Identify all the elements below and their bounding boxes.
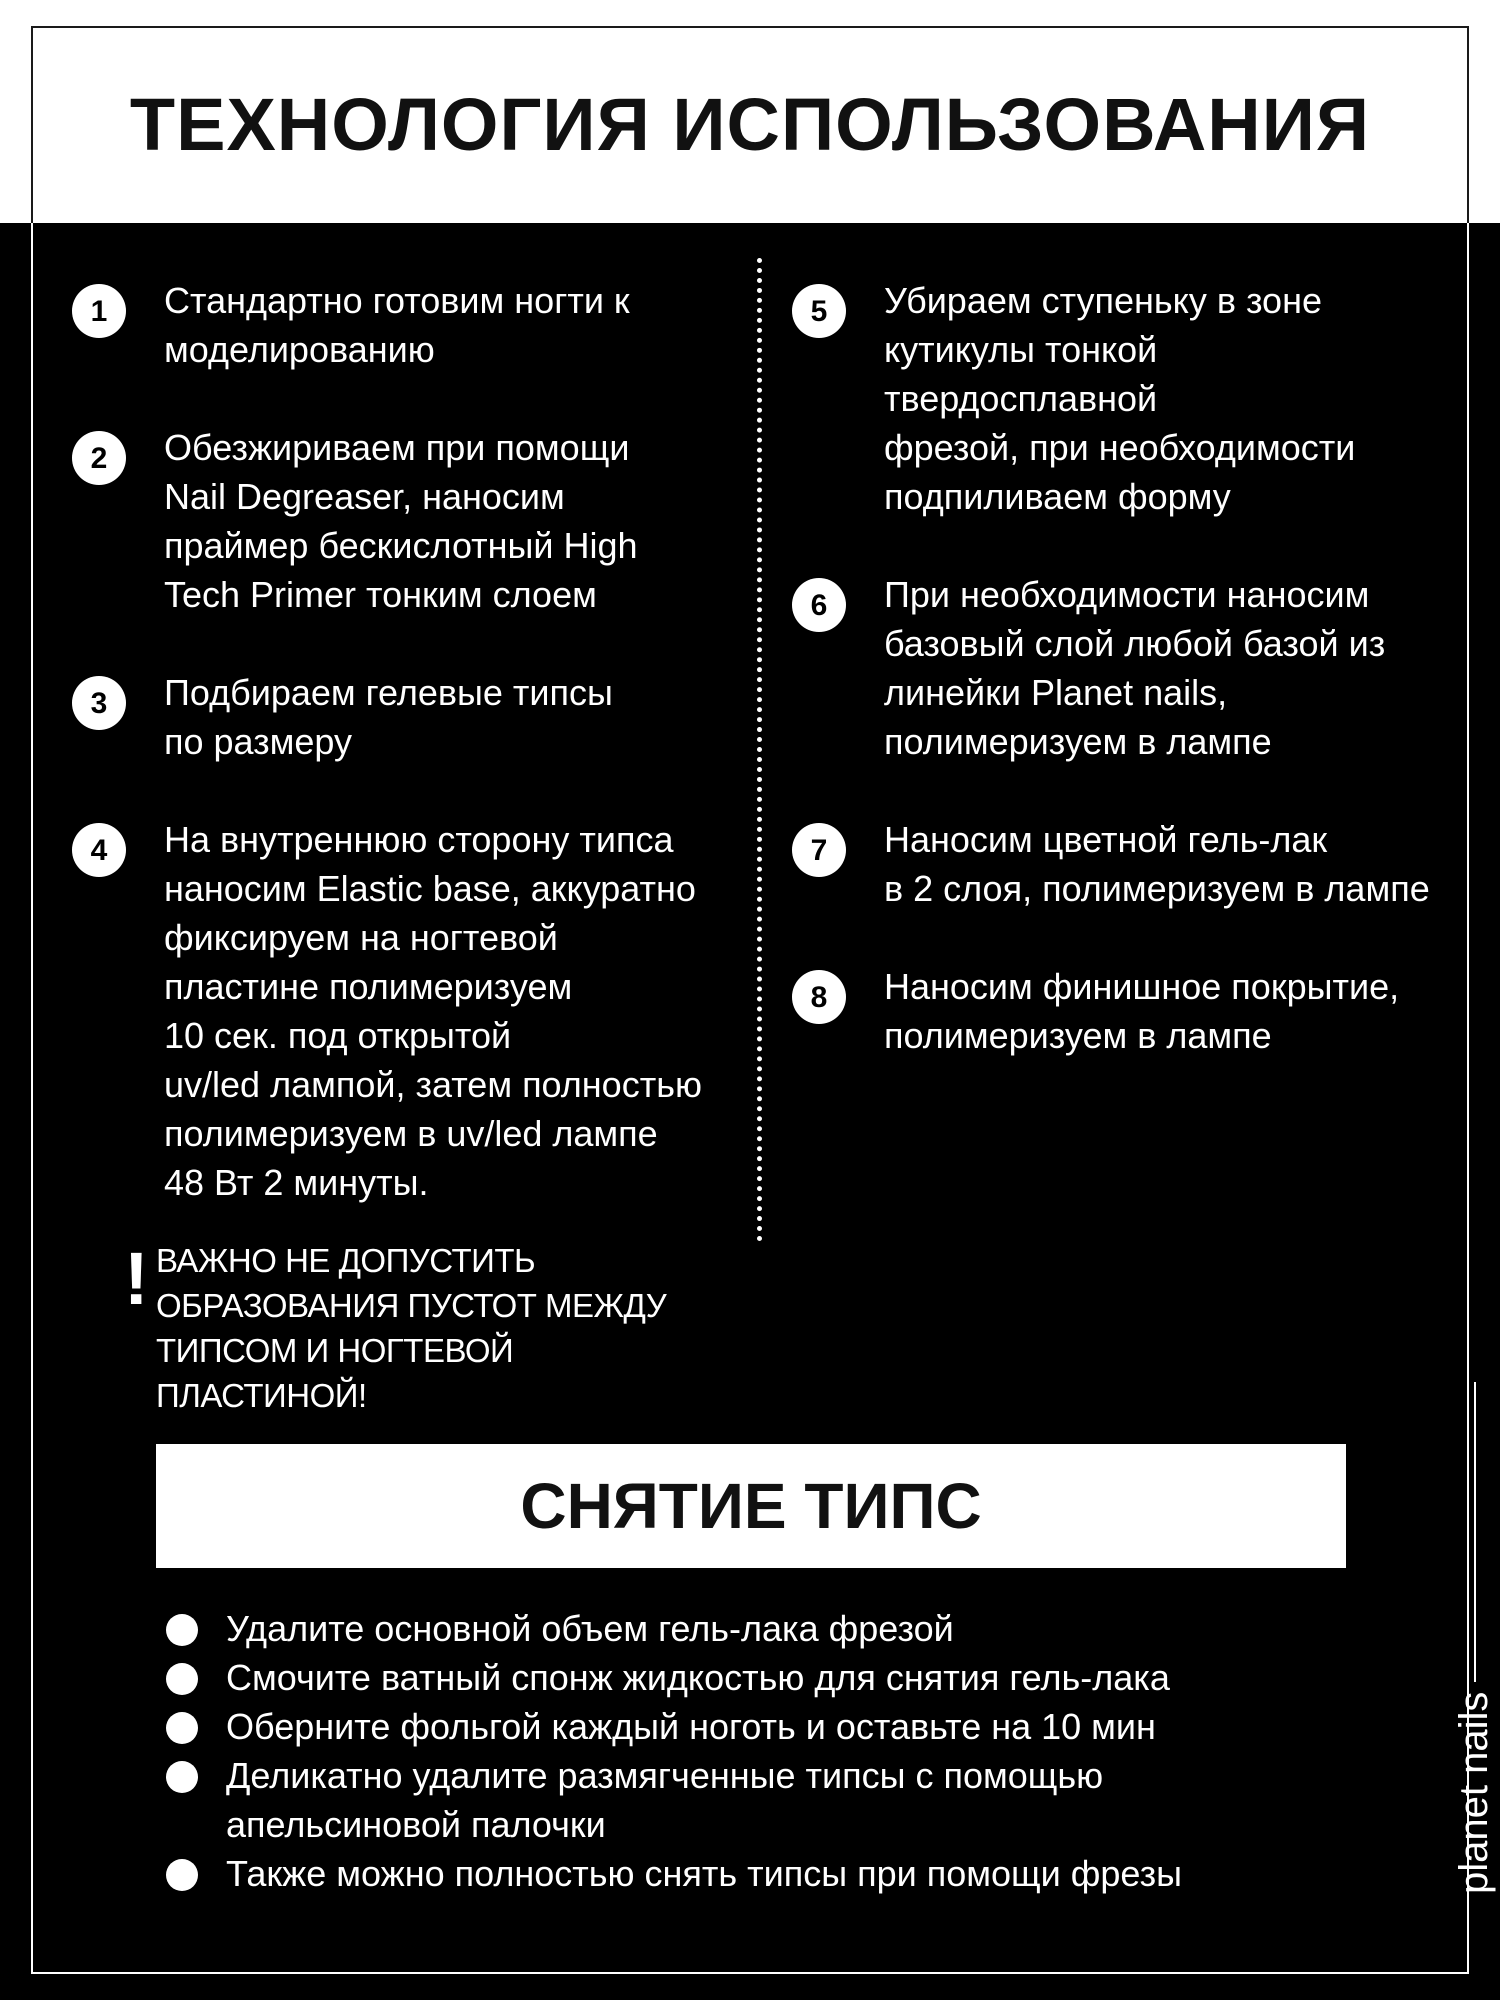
bullet-icon (166, 1614, 198, 1646)
step-text: Обезжириваем при помощи Nail Degreaser, наносим праймер бескислотный High Tech Primer тонким слоем (164, 427, 638, 615)
step-item (70, 668, 750, 766)
bullet-icon (166, 1761, 198, 1793)
step-text: Убираем ступеньку в зоне кутикулы тонкой твердосплавной фрезой, при необходимости подпиливаем форму (884, 280, 1356, 517)
steps-column-left (70, 276, 750, 1207)
step-number-badge: 7 (792, 823, 846, 877)
list-item (166, 1653, 1366, 1702)
list-item-text: Оберните фольгой каждый ноготь и оставьте на 10 мин (226, 1706, 1156, 1747)
list-item-text: Деликатно удалите размягченные типсы с помощью апельсиновой палочки (226, 1755, 1104, 1845)
step-text: При необходимости наносим базовый слой любой базой из линейки Planet nails, полимеризуем в лампе (884, 574, 1386, 762)
step-item (70, 276, 750, 374)
brand-mark (1452, 1382, 1497, 1894)
step-number-badge: 5 (792, 284, 846, 338)
step-item (70, 815, 750, 1207)
list-item (166, 1751, 1366, 1849)
warning-note (124, 1238, 744, 1418)
list-item-text: Смочите ватный спонж жидкостью для снятия гель-лака (226, 1657, 1170, 1698)
step-text: Подбираем гелевые типсы по размеру (164, 672, 613, 762)
bullet-icon (166, 1663, 198, 1695)
list-item-text: Удалите основной объем гель-лака фрезой (226, 1608, 954, 1649)
step-item (790, 276, 1470, 521)
bullet-icon (166, 1859, 198, 1891)
exclamation-icon: ! (124, 1237, 149, 1320)
list-item (166, 1604, 1366, 1653)
step-item (790, 962, 1470, 1060)
removal-list (166, 1604, 1366, 1898)
step-number-badge: 2 (72, 431, 126, 485)
step-text: Наносим цветной гель-лак в 2 слоя, полимеризуем в лампе (884, 819, 1430, 909)
warning-text: ВАЖНО НЕ ДОПУСТИТЬ ОБРАЗОВАНИЯ ПУСТОТ МЕЖДУ ТИПСОМ И НОГТЕВОЙ ПЛАСТИНОЙ! (156, 1242, 667, 1414)
step-number-badge: 8 (792, 970, 846, 1024)
step-text: Стандартно готовим ногти к моделированию (164, 280, 630, 370)
removal-title: СНЯТИЕ ТИПС (156, 1444, 1346, 1568)
list-item-text: Также можно полностью снять типсы при помощи фрезы (226, 1853, 1182, 1894)
steps-column-right (790, 276, 1470, 1060)
step-item (790, 570, 1470, 766)
brand-logo-text: planet nails (1452, 1691, 1496, 1894)
step-text: Наносим финишное покрытие, полимеризуем в лампе (884, 966, 1400, 1056)
page-title: ТЕХНОЛОГИЯ ИСПОЛЬЗОВАНИЯ (129, 83, 1371, 166)
list-item (166, 1849, 1366, 1898)
step-number-badge: 6 (792, 578, 846, 632)
brand-rule (1474, 1382, 1476, 1682)
step-number-badge: 4 (72, 823, 126, 877)
list-item (166, 1702, 1366, 1751)
step-item (70, 423, 750, 619)
step-number-badge: 1 (72, 284, 126, 338)
step-item (790, 815, 1470, 913)
step-text: На внутреннюю сторону типса наносим Elastic base, аккуратно фиксируем на ногтевой пластине полимеризуем 10 сек. под открытой uv/led лампой, затем полностью полимеризуем в uv/led лампе 48 Вт 2 минуты. (164, 819, 702, 1203)
step-number-badge: 3 (72, 676, 126, 730)
bullet-icon (166, 1712, 198, 1744)
column-divider (757, 258, 762, 1242)
